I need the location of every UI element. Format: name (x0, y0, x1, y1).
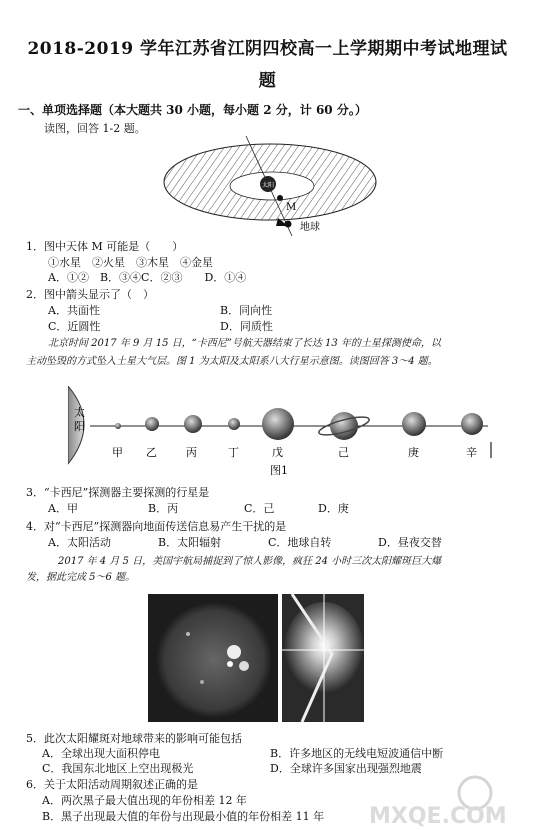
q6-option-a: A．两次黑子最大值出现的年份相差 12 年 (42, 794, 247, 807)
q5-option-a: A．全球出现大面积停电 (42, 747, 160, 760)
planet-ding (228, 418, 240, 430)
q6-option-b: B．黑子出现最大值的年份与出现最小值的年份相差 11 年 (42, 810, 325, 823)
solar-flare-image-2 (282, 594, 364, 722)
q5-stem: 5．此次太阳耀斑对地球带来的影响可能包括 (26, 732, 242, 745)
planet-xin (461, 413, 483, 435)
q3-option-a: A．甲 (48, 502, 78, 515)
svg-text:MXQE.COM: MXQE.COM (369, 804, 507, 827)
page-title: 2018-2019 学年江苏省江阴四校高一上学期期中考试地理试 (27, 39, 508, 59)
section-header: 一、单项选择题（本大题共 30 小题，每小题 2 分，计 60 分。） (18, 103, 367, 117)
news2-line2: 发，据此完成 5～6 题。 (26, 572, 136, 583)
svg-text:丁: 丁 (228, 446, 239, 459)
earth-label: 地球 (300, 222, 320, 233)
page-title-continued: 题 (258, 71, 277, 91)
orbit-figure (160, 134, 380, 242)
svg-text:戊: 戊 (272, 446, 283, 459)
sun-text-1: 太阳 (74, 406, 85, 433)
q1-answers: A．①② B．③④C．②③ D．①④ (48, 271, 247, 284)
news2-line1: 2017 年 4 月 5 日，美国宇航局捕捉到了惊人影像，疯狂 24 小时三次太阳耀斑巨大爆 (58, 556, 442, 567)
news1-line2: 主动坠毁的方式坠入土星大气层。图 1 为太阳及太阳系八大行星示意图。读图回答 3～4 题。 (26, 356, 438, 367)
svg-text:辛: 辛 (466, 446, 477, 459)
q4-option-a: A．太阳活动 (48, 536, 111, 549)
earth-body (285, 221, 292, 228)
svg-text:乙: 乙 (146, 446, 157, 459)
planet-ji (330, 412, 358, 440)
q4-option-d: D．昼夜交替 (378, 536, 442, 549)
svg-text:甲: 甲 (112, 446, 123, 459)
planet-geng (402, 412, 426, 436)
solar-system-figure (68, 386, 498, 478)
q4-option-b: B．太阳辐射 (158, 536, 222, 549)
planet-m (277, 195, 283, 201)
q4-option-c: C．地球自转 (268, 536, 332, 549)
intro-text: 读图，回答 1-2 题。 (44, 122, 146, 135)
q2-stem: 2．图中箭头显示了（ ） (26, 288, 154, 301)
solar-flare-image-1 (148, 594, 278, 722)
svg-text:庚: 庚 (408, 446, 419, 459)
svg-text:丙: 丙 (186, 446, 197, 459)
q6-stem: 6．关于太阳活动周期叙述正确的是 (26, 778, 198, 791)
q3-option-b: B．丙 (148, 502, 179, 515)
planet-labels (112, 445, 477, 459)
sun-label: 太阳 (261, 182, 275, 189)
q2-option-d: D．同质性 (220, 320, 273, 333)
q2-option-b: B．同向性 (220, 304, 273, 317)
planet-yi (145, 417, 159, 431)
figure-caption: 图1 (270, 464, 288, 477)
news1-line1: 北京时间 2017 年 9 月 15 日，“卡西尼”号航天器结束了长达 13 年的土星探测使命，以 (48, 338, 441, 349)
q3-stem: 3．“卡西尼”探测器主要探测的行星是 (26, 486, 210, 499)
q1-options: ①水星 ②火星 ③木星 ④金星 (48, 256, 213, 269)
watermark-logo (359, 773, 529, 827)
q3-option-c: C．己 (244, 502, 275, 515)
planet-jia (115, 423, 121, 429)
q5-option-c: C．我国东北地区上空出现极光 (42, 762, 194, 775)
q4-stem: 4．对“卡西尼”探测器向地面传送信息易产生干扰的是 (26, 520, 287, 533)
planet-wu (262, 408, 294, 440)
q5-option-d: D．全球许多国家出现强烈地震 (270, 762, 422, 775)
q2-option-c: C．近圆性 (48, 320, 101, 333)
q2-option-a: A．共面性 (48, 304, 100, 317)
svg-text:己: 己 (338, 446, 349, 459)
m-label: M (286, 202, 297, 213)
q1-stem: 1．图中天体 M 可能是（ ） (26, 240, 184, 253)
q3-option-d: D．庚 (318, 502, 349, 515)
q5-option-b: B．许多地区的无线电短波通信中断 (270, 747, 444, 760)
planet-bing (184, 415, 202, 433)
